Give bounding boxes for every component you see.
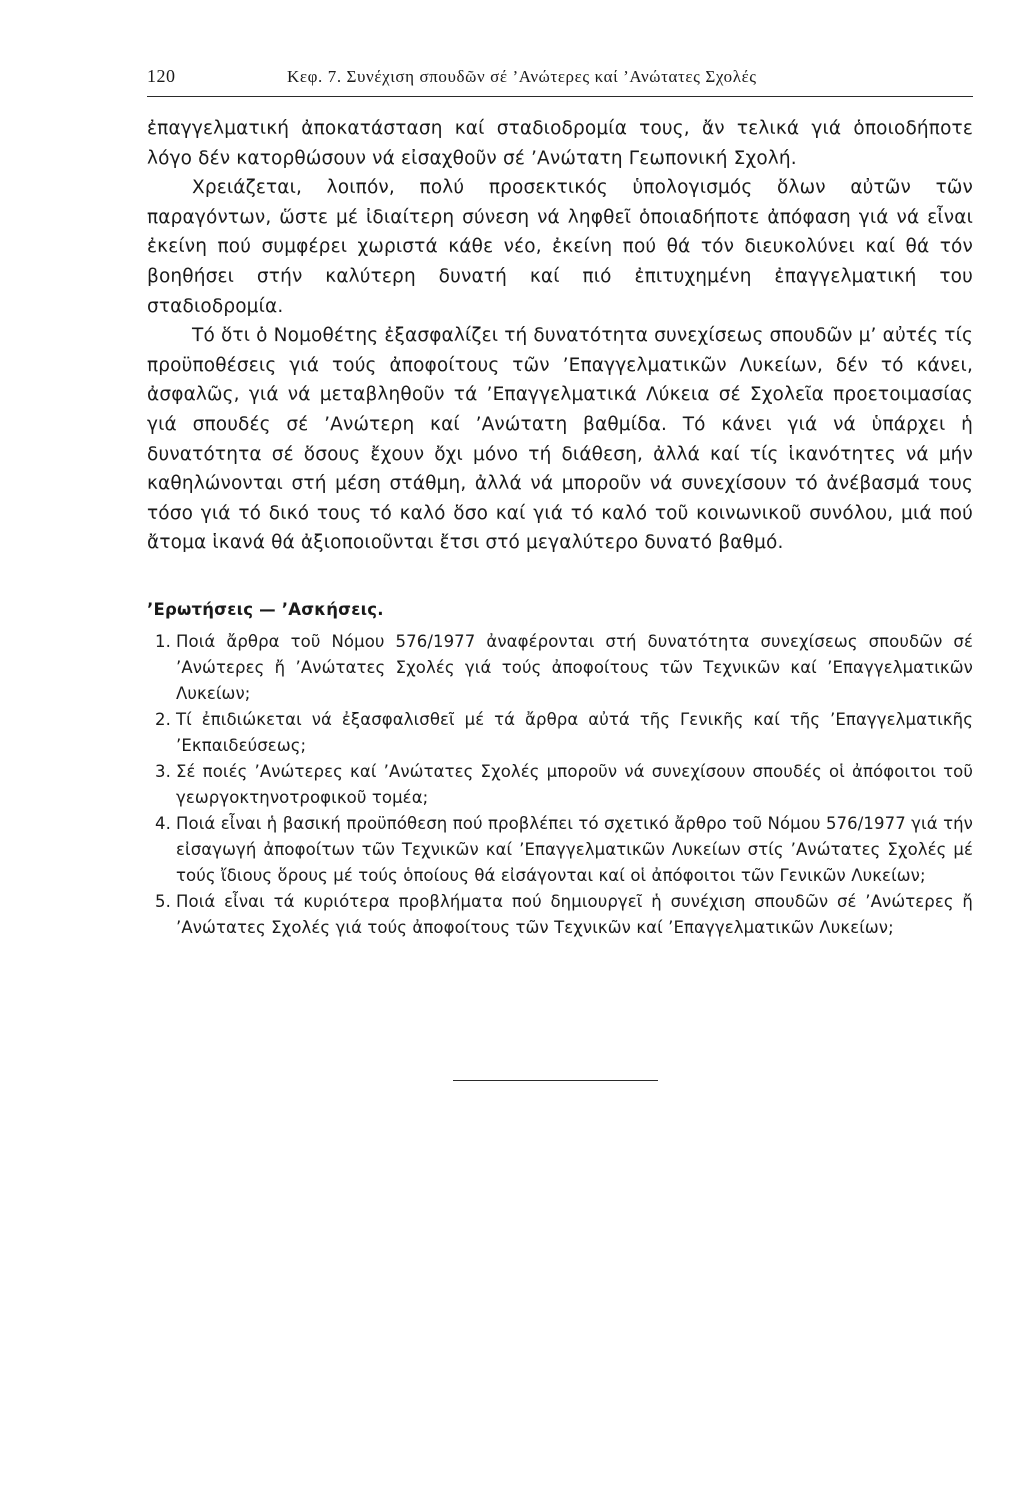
end-rule [453, 1080, 658, 1081]
paragraph: Χρειάζεται, λοιπόν, πολύ προσεκτικός ὑπολογισμός ὅλων αὐτῶν τῶν παραγόντων, ὥστε μέ ἰδιαίτερη σύνεση νά ληφθεῖ ὁποιαδήποτε ἀπόφαση γιά νά εἶναι ἐκείνη πού συμφέρει χωριστά κάθε νέο, ἐκείνη πού θά τόν διευκολύνει καί θά τόν βοηθήσει στήν καλύτερη δυνατή καί πιό ἐπιτυχημένη ἐπαγγελματική του σταδιοδρομία. [147, 177, 973, 317]
question-item [147, 707, 973, 759]
paragraph: Τό ὅτι ὁ Νομοθέτης ἐξασφαλίζει τή δυνατότητα συνεχίσεως σπουδῶν μ’ αὐτές τίς προϋποθέσεις γιά τούς ἀποφοίτους τῶν ’Επαγγελματικῶν Λυκείων, δέν τό κάνει, ἀσφαλῶς, γιά νά μεταβληθοῦν τά ’Επαγγελματικά Λύκεια σέ Σχολεῖα προετοιμασίας γιά σπουδές σέ ’Ανώτερη καί ’Ανώτατη βαθμίδα. Τό κάνει γιά νά ὑπάρχει ἡ δυνατότητα σέ ὅσους ἔχουν ὄχι μόνο τή διάθεση, ἀλλά καί τίς ἱκανότητες νά μήν καθηλώνονται στή μέση στάθμη, ἀλλά νά μποροῦν νά συνεχίσουν τό ἀνέβασμά τους τόσο γιά τό δικό τους τό καλό ὅσο καί γιά τό καλό τοῦ κοινωνικοῦ συνόλου, μιά πού ἄτομα ἱκανά θά ἀξιοποιοῦνται ἔτσι στό μεγαλύτερο δυνατό βαθμό. [147, 325, 973, 554]
question-number: 5. [155, 892, 171, 911]
question-number: 3. [155, 762, 171, 781]
page-header [147, 66, 973, 97]
paragraph: ἐπαγγελματική ἀποκατάσταση καί σταδιοδρομία τους, ἄν τελικά γιά ὁποιοδήποτε λόγο δέν κατορθώσουν νά εἰσαχθοῦν σέ ’Ανώτατη Γεωπονική Σχολή. [147, 118, 973, 169]
question-item [147, 811, 973, 889]
question-number: 4. [155, 814, 171, 833]
question-item [147, 629, 973, 707]
questions-heading: ’Ερωτήσεις — ’Ασκήσεις. [147, 600, 384, 619]
question-item [147, 889, 973, 941]
question-text: Ποιά εἶναι τά κυριότερα προβλήματα πού δημιουργεῖ ἡ συνέχιση σπουδῶν σέ ’Ανώτερες ἤ ’Ανώτατες Σχολές γιά τούς ἀποφοίτους τῶν Τεχνικῶν καί ’Επαγγελματικῶν Λυκείων; [176, 892, 973, 937]
body-text [147, 114, 973, 558]
page-number: 120 [147, 66, 176, 86]
question-text: Ποιά εἶναι ἡ βασική προϋπόθεση πού προβλέπει τό σχετικό ἄρθρο τοῦ Νόμου 576/1977 γιά τήν εἰσαγωγή ἀποφοίτων τῶν Τεχνικῶν καί ’Επαγγελματικῶν Λυκείων στίς ’Ανώτατες Σχολές μέ τούς ἴδιους ὅρους μέ τούς ὁποίους θά εἰσάγονται καί οἱ ἀπόφοιτοι τῶν Γενικῶν Λυκείων; [176, 814, 973, 885]
questions-list [147, 629, 973, 941]
question-text: Τί ἐπιδιώκεται νά ἐξασφαλισθεῖ μέ τά ἄρθρα αὐτά τῆς Γενικῆς καί τῆς ’Επαγγελματικῆς ’Εκπαιδεύσεως; [176, 710, 973, 755]
question-number: 2. [155, 710, 171, 729]
running-head: Κεφ. 7. Συνέχιση σπουδῶν σέ ’Ανώτερες καί ’Ανώτατες Σχολές [287, 67, 757, 86]
question-text: Ποιά ἄρθρα τοῦ Νόμου 576/1977 ἀναφέρονται στή δυνατότητα συνεχίσεως σπουδῶν σέ ’Ανώτερες ἤ ’Ανώτατες Σχολές γιά τούς ἀποφοίτους τῶν Τεχνικῶν καί ’Επαγγελματικῶν Λυκείων; [176, 632, 973, 703]
question-number: 1. [155, 632, 171, 651]
question-item [147, 759, 973, 811]
question-text: Σέ ποιές ’Ανώτερες καί ’Ανώτατες Σχολές μποροῦν νά συνεχίσουν σπουδές οἱ ἀπόφοιτοι τοῦ γεωργοκτηνοτροφικοῦ τομέα; [176, 762, 973, 807]
